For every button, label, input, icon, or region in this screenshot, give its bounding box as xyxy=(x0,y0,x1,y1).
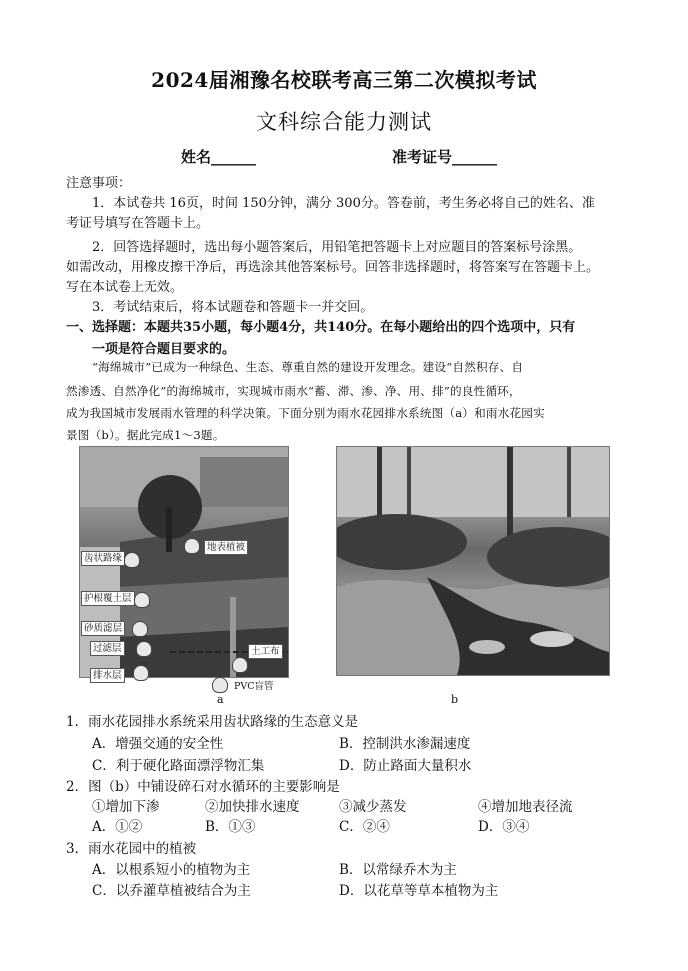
answer-option[interactable]: B．控制洪水渗漏速度 xyxy=(339,736,471,752)
question-stem: 1．雨水花园排水系统采用齿状路缘的生态意义是 xyxy=(66,714,359,730)
answer-option[interactable]: D．防止路面大量积水 xyxy=(339,758,472,774)
answer-option[interactable]: A．增强交通的安全性 xyxy=(92,736,224,752)
figure-label: PVC盲管 xyxy=(234,681,274,692)
notice-line: 写在本试卷上无效。 xyxy=(66,280,184,295)
answer-option[interactable]: A．以根系短小的植物为主 xyxy=(92,862,251,878)
marker-icon xyxy=(212,677,228,693)
figure-label: 过滤层 xyxy=(90,641,125,656)
question-stem: 3．雨水花园中的植被 xyxy=(66,841,197,857)
answer-option[interactable]: C．利于硬化路面漂浮物汇集 xyxy=(92,758,265,774)
candidate-number-field[interactable]: 准考证号______ xyxy=(392,148,498,166)
figure-label: 土工布 xyxy=(248,644,283,659)
figure-a-caption: a xyxy=(217,693,224,706)
notice-line: 如需改动，用橡皮擦干净后，再选涂其他答案标号。回答非选择题时，将答案写在答题卡上。 xyxy=(66,260,600,275)
name-field[interactable]: 姓名______ xyxy=(181,148,257,166)
figure-label: 砂质滤层 xyxy=(81,621,125,636)
answer-option[interactable]: D．以花草等草本植物为主 xyxy=(339,883,499,899)
marker-icon xyxy=(184,538,200,554)
passage-line: 然渗透、自然净化”的海绵城市，实现城市雨水“蓄、滞、渗、净、用、排”的良性循环， xyxy=(66,384,521,398)
rain-garden-scene-photo xyxy=(336,446,610,676)
section-heading: 一、选择题：本题共35小题，每小题4分，共140分。在每小题给出的四个选项中，只有 xyxy=(66,320,576,335)
statement-choice: ①增加下渗 xyxy=(92,799,160,815)
marker-icon xyxy=(133,665,149,681)
marker-icon xyxy=(132,621,148,637)
passage-line: “海绵城市”已成为一种绿色、生态、尊重自然的建设开发理念。建设“自然积存、自 xyxy=(92,360,524,374)
answer-option[interactable]: A．①② xyxy=(92,819,143,835)
figure-label: 排水层 xyxy=(90,668,125,683)
marker-icon xyxy=(124,552,140,568)
marker-icon xyxy=(134,592,150,608)
notice-heading: 注意事项： xyxy=(66,176,132,191)
section-heading-cont: 一项是符合题目要求的。 xyxy=(92,342,236,357)
answer-option[interactable]: C．②④ xyxy=(339,819,390,835)
rain-garden-scene-illustration xyxy=(337,447,609,675)
figure-label: 地表植被 xyxy=(204,540,248,555)
marker-icon xyxy=(232,657,248,673)
exam-title: 2024届湘豫名校联考高三第二次模拟考试 xyxy=(151,68,537,92)
answer-option[interactable]: D．③④ xyxy=(478,819,530,835)
notice-line: 2．回答选择题时，选出每小题答案后，用铅笔把答题卡上对应题目的答案标号涂黑。 xyxy=(92,240,582,255)
statement-choice: ②加快排水速度 xyxy=(205,799,300,815)
answer-option[interactable]: C．以乔灌草植被结合为主 xyxy=(92,883,251,899)
figure-label: 护根覆土层 xyxy=(81,591,135,606)
exam-subtitle: 文科综合能力测试 xyxy=(256,110,432,134)
statement-choice: ④增加地表径流 xyxy=(478,799,573,815)
figure-label: 齿状路缘 xyxy=(81,551,125,566)
figure-b-caption: b xyxy=(451,693,459,706)
answer-option[interactable]: B．以常绿乔木为主 xyxy=(339,862,457,878)
question-stem: 2．图（b）中铺设碎石对水循环的主要影响是 xyxy=(66,779,340,795)
notice-line: 3．考试结束后，将本试题卷和答题卡一并交回。 xyxy=(92,300,374,315)
notice-line: 考证号填写在答题卡上。 xyxy=(66,216,210,231)
answer-option[interactable]: B．①③ xyxy=(205,819,256,835)
statement-choice: ③减少蒸发 xyxy=(339,799,407,815)
notice-line: 1．本试卷共 16页，时间 150分钟，满分 300分。答卷前，考生务必将自己的姓名、准 xyxy=(92,196,595,211)
marker-icon xyxy=(136,641,152,657)
passage-line: 成为我国城市发展雨水管理的科学决策。下面分别为雨水花园排水系统图（a）和雨水花园实 xyxy=(66,406,545,420)
passage-line: 景图（b）。据此完成1～3题。 xyxy=(66,428,225,442)
